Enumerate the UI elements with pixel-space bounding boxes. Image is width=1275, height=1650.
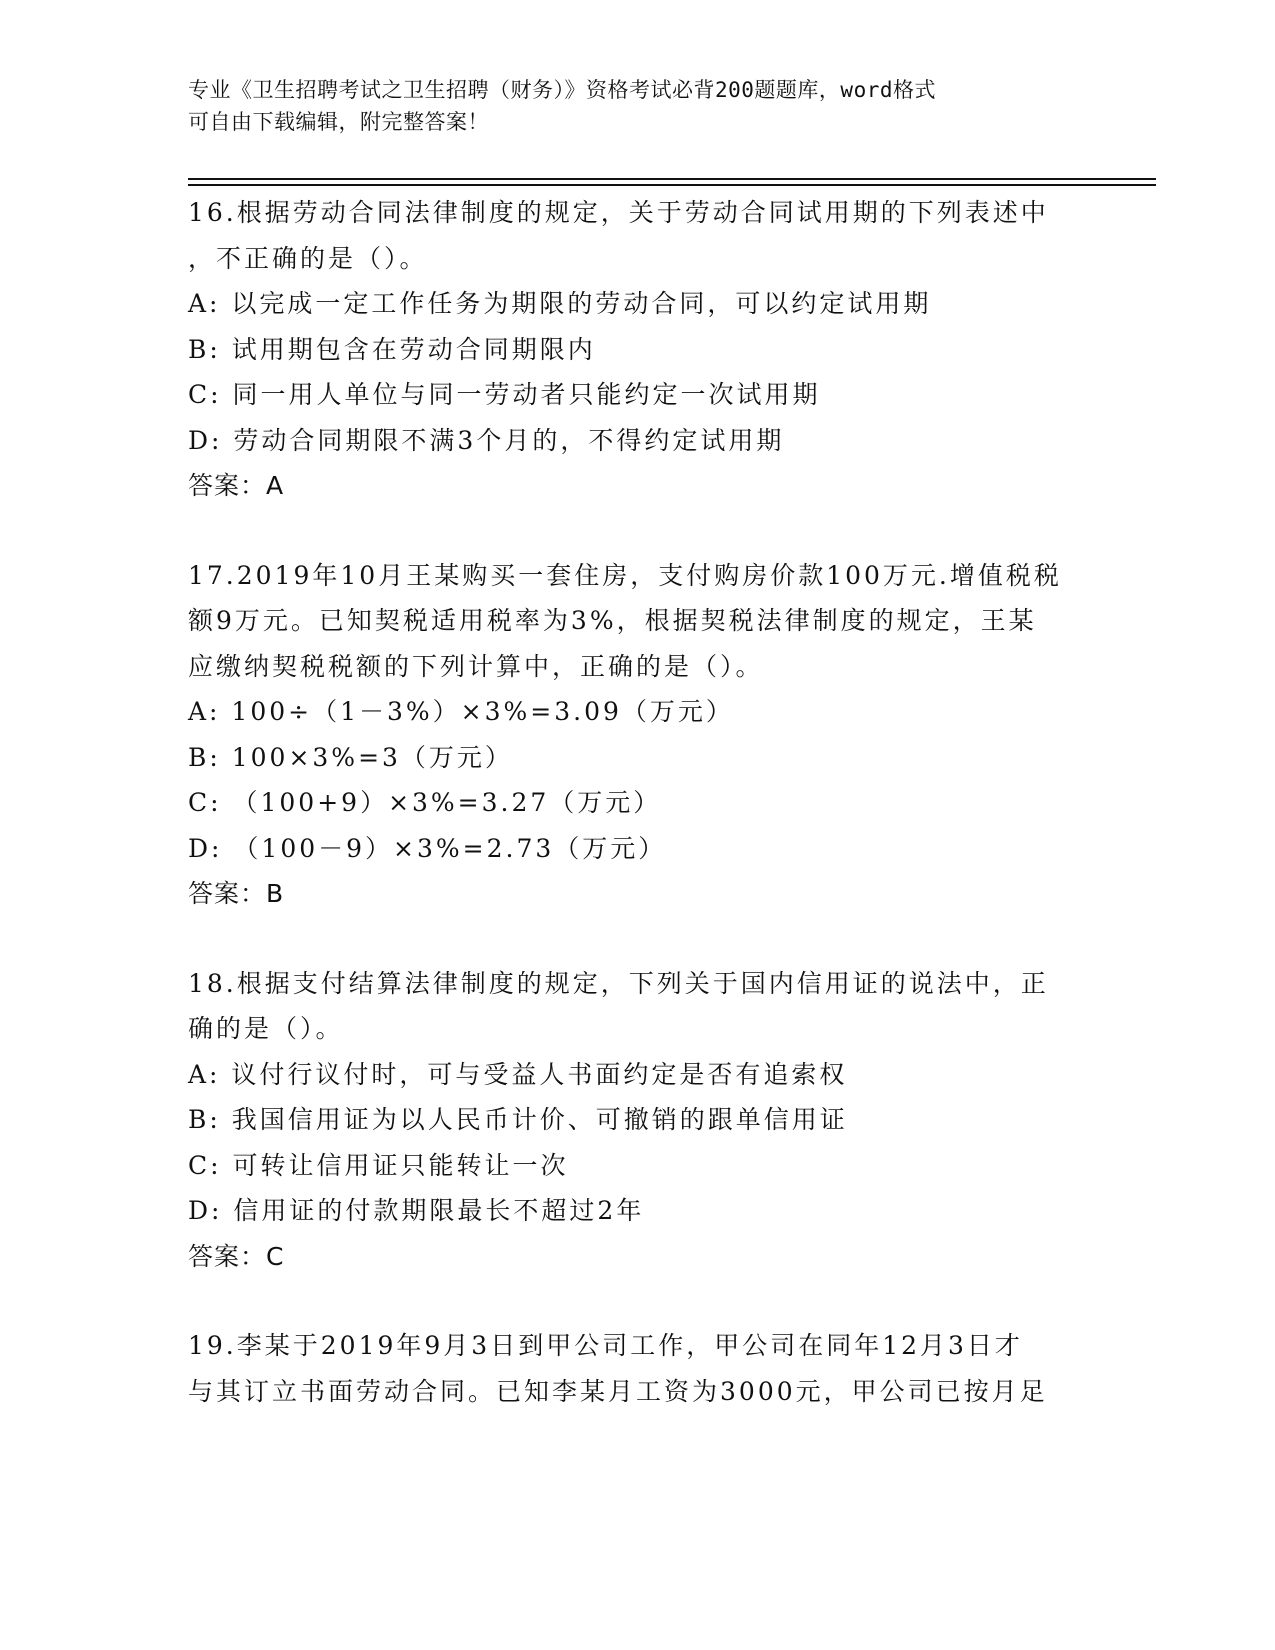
answer-line: 答案：A (188, 471, 285, 500)
question-spacer (188, 1279, 1088, 1323)
question-17 (188, 553, 1088, 917)
question-stem-line: 确的是（）。 (188, 1014, 344, 1043)
question-18 (188, 961, 1088, 1280)
header-line-2: 可自由下载编辑，附完整答案！ (188, 110, 489, 134)
option-c: C: 同一用人单位与同一劳动者只能约定一次试用期 (188, 380, 821, 409)
document-header (188, 74, 1088, 138)
option-b: B: 试用期包含在劳动合同期限内 (188, 334, 596, 364)
option-c: C: 可转让信用证只能转让一次 (188, 1150, 569, 1180)
question-stem-line: 16.根据劳动合同法律制度的规定，关于劳动合同试用期的下列表述中 (188, 198, 1049, 227)
question-stem-line: 18.根据支付结算法律制度的规定，下列关于国内信用证的说法中，正 (188, 968, 1049, 998)
question-stem-line: 额9万元。已知契税适用税率为3%，根据契税法律制度的规定，王某 (188, 606, 1037, 635)
question-19 (188, 1323, 1088, 1414)
question-stem-line: 应缴纳契税税额的下列计算中，正确的是（）。 (188, 651, 764, 681)
option-a: A: 100÷（1－3%）×3%=3.09（万元） (188, 697, 734, 726)
question-stem-line: ，不正确的是（）。 (188, 243, 428, 273)
header-line-1: 专业《卫生招聘考试之卫生招聘（财务）》资格考试必背200题题库，word格式 (188, 78, 936, 102)
header-divider-bottom (188, 184, 1156, 186)
option-b: B: 100×3%=3（万元） (188, 742, 513, 772)
question-16 (188, 190, 1088, 509)
option-d: D: 劳动合同期限不满3个月的，不得约定试用期 (188, 425, 785, 455)
question-spacer (188, 509, 1088, 553)
question-stem-line: 17.2019年10月王某购买一套住房，支付购房价款100万元.增值税税 (188, 560, 1062, 590)
question-stem-line: 19.李某于2019年9月3日到甲公司工作，甲公司在同年12月3日才 (188, 1331, 1023, 1360)
option-c: C: （100+9）×3%=3.27（万元） (188, 788, 662, 817)
option-d: D: （100－9）×3%=2.73（万元） (188, 833, 667, 863)
option-a: A: 以完成一定工作任务为期限的劳动合同，可以约定试用期 (188, 289, 932, 318)
option-b: B: 我国信用证为以人民币计价、可撤销的跟单信用证 (188, 1105, 848, 1134)
option-a: A: 议付行议付时，可与受益人书面约定是否有追索权 (188, 1059, 848, 1089)
header-divider-top (188, 178, 1156, 180)
question-stem-line: 与其订立书面劳动合同。已知李某月工资为3000元，甲公司已按月足 (188, 1376, 1048, 1406)
answer-line: 答案：C (188, 1241, 285, 1271)
answer-line: 答案：B (188, 879, 285, 908)
option-d: D: 信用证的付款期限最长不超过2年 (188, 1196, 645, 1225)
question-list (188, 190, 1088, 1414)
question-spacer (188, 917, 1088, 961)
